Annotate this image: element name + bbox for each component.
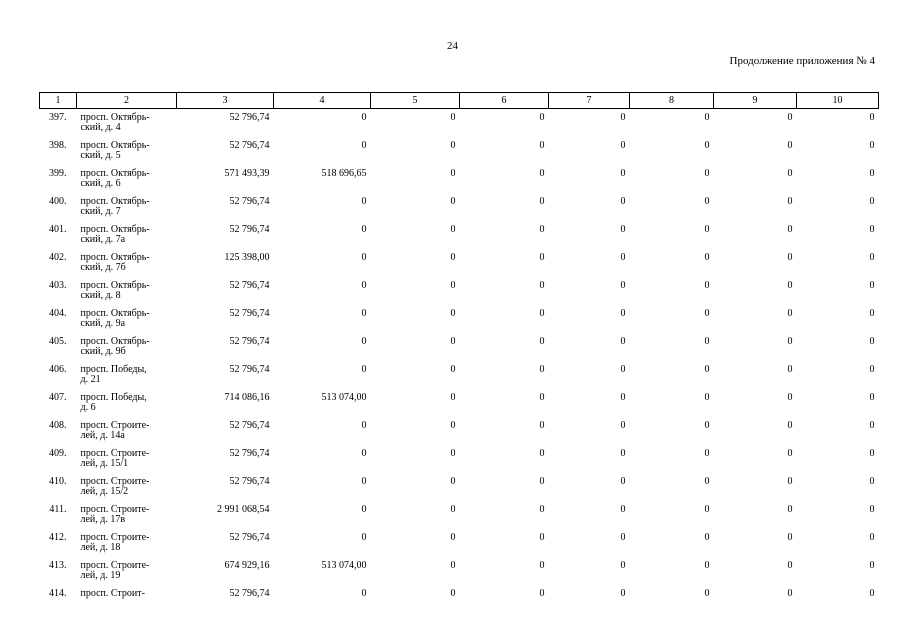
address-cell: [77, 421, 177, 449]
row-number: 408.: [49, 420, 67, 431]
address-cell: [77, 141, 177, 169]
value-cell-c9: 0: [787, 336, 793, 347]
value-cell-c4: 0: [361, 112, 367, 123]
value-cell-c10: 0: [869, 532, 875, 543]
value-cell-c5: 0: [450, 112, 456, 123]
value-cell-c9: 0: [787, 140, 793, 151]
value-cell-c9: 0: [787, 588, 793, 599]
address-line-2: ский, д. 6: [80, 178, 121, 189]
value-cell-c8: 0: [704, 140, 710, 151]
value-cell-c5: 0: [450, 476, 456, 487]
row-number: 404.: [49, 308, 67, 319]
table-row: [40, 449, 879, 477]
address-line-1: просп. Строите-: [80, 504, 150, 515]
value-cell-c9: 0: [787, 532, 793, 543]
value-cell-c5: 0: [450, 532, 456, 543]
column-header: 9: [714, 93, 797, 109]
value-cell-c10: 0: [869, 504, 875, 515]
value-cell-c3: 52 796,74: [229, 196, 270, 207]
table-row: [40, 225, 879, 253]
address-line-1: просп. Октябрь-: [80, 252, 150, 263]
value-cell-c10: 0: [869, 252, 875, 263]
table-row: [40, 309, 879, 337]
value-cell-c6: 0: [539, 420, 545, 431]
value-cell-c10: 0: [869, 280, 875, 291]
address-line-1: просп. Октябрь-: [80, 308, 150, 319]
value-cell-c3: 52 796,74: [229, 112, 270, 123]
value-cell-c9: 0: [787, 504, 793, 515]
address-cell: [77, 533, 177, 561]
row-number: 402.: [49, 252, 67, 263]
value-cell-c3: 571 493,39: [224, 168, 270, 179]
column-header: 1: [40, 93, 77, 109]
row-number: 398.: [49, 140, 67, 151]
address-line-2: ский, д. 8: [80, 290, 121, 301]
value-cell-c4: 0: [361, 336, 367, 347]
column-header: 8: [630, 93, 714, 109]
value-cell-c8: 0: [704, 224, 710, 235]
value-cell-c3: 714 086,16: [224, 392, 270, 403]
value-cell-c4: 0: [361, 364, 367, 375]
page-number: 24: [447, 40, 458, 52]
value-cell-c3: 52 796,74: [229, 364, 270, 375]
row-number: 397.: [49, 112, 67, 123]
table-row: [40, 253, 879, 281]
value-cell-c9: 0: [787, 308, 793, 319]
value-cell-c4: 0: [361, 588, 367, 599]
row-number: 410.: [49, 476, 67, 487]
value-cell-c3: 52 796,74: [229, 588, 270, 599]
value-cell-c5: 0: [450, 252, 456, 263]
value-cell-c7: 0: [620, 280, 626, 291]
address-line-1: просп. Октябрь-: [80, 140, 150, 151]
column-header: 2: [77, 93, 177, 109]
value-cell-c5: 0: [450, 420, 456, 431]
value-cell-c6: 0: [539, 140, 545, 151]
value-cell-c10: 0: [869, 392, 875, 403]
table-row: [40, 197, 879, 225]
value-cell-c3: 52 796,74: [229, 336, 270, 347]
table-row: [40, 141, 879, 169]
table-row: [40, 365, 879, 393]
row-number: 405.: [49, 336, 67, 347]
value-cell-c7: 0: [620, 308, 626, 319]
address-line-1: просп. Строите-: [80, 476, 150, 487]
value-cell-c8: 0: [704, 112, 710, 123]
address-line-1: просп. Октябрь-: [80, 112, 150, 123]
data-table: [39, 92, 879, 617]
value-cell-c8: 0: [704, 336, 710, 347]
value-cell-c7: 0: [620, 448, 626, 459]
value-cell-c8: 0: [704, 420, 710, 431]
address-line-2: лей, д. 17в: [80, 514, 126, 525]
value-cell-c5: 0: [450, 224, 456, 235]
value-cell-c7: 0: [620, 420, 626, 431]
value-cell-c4: 0: [361, 280, 367, 291]
value-cell-c3: 52 796,74: [229, 532, 270, 543]
value-cell-c7: 0: [620, 140, 626, 151]
value-cell-c9: 0: [787, 196, 793, 207]
row-number: 411.: [49, 504, 67, 515]
address-line-2: ский, д. 7: [80, 206, 121, 217]
value-cell-c5: 0: [450, 560, 456, 571]
address-line-1: просп. Строите-: [80, 448, 150, 459]
value-cell-c4: 0: [361, 420, 367, 431]
value-cell-c6: 0: [539, 280, 545, 291]
column-header: 4: [274, 93, 371, 109]
value-cell-c6: 0: [539, 532, 545, 543]
address-line-1: просп. Октябрь-: [80, 280, 150, 291]
row-number: 412.: [49, 532, 67, 543]
value-cell-c10: 0: [869, 140, 875, 151]
value-cell-c3: 52 796,74: [229, 476, 270, 487]
row-number: 400.: [49, 196, 67, 207]
value-cell-c7: 0: [620, 364, 626, 375]
table-row: [40, 393, 879, 421]
value-cell-c4: 0: [361, 140, 367, 151]
address-cell: [77, 225, 177, 253]
address-line-1: просп. Октябрь-: [80, 168, 150, 179]
value-cell-c4: 0: [361, 252, 367, 263]
value-cell-c4: 518 696,65: [321, 168, 367, 179]
value-cell-c10: 0: [869, 336, 875, 347]
value-cell-c9: 0: [787, 112, 793, 123]
address-cell: [77, 477, 177, 505]
value-cell-c7: 0: [620, 504, 626, 515]
address-line-2: лей, д. 15/1: [80, 458, 129, 469]
value-cell-c9: 0: [787, 224, 793, 235]
row-number: 409.: [49, 448, 67, 459]
value-cell-c9: 0: [787, 364, 793, 375]
value-cell-c6: 0: [539, 336, 545, 347]
address-line-1: просп. Строите-: [80, 420, 150, 431]
value-cell-c10: 0: [869, 224, 875, 235]
value-cell-c3: 52 796,74: [229, 448, 270, 459]
row-number: 401.: [49, 224, 67, 235]
value-cell-c8: 0: [704, 560, 710, 571]
value-cell-c7: 0: [620, 532, 626, 543]
value-cell-c3: 2 991 068,54: [217, 504, 270, 515]
value-cell-c3: 125 398,00: [224, 252, 270, 263]
table-row: [40, 281, 879, 309]
table-row: [40, 421, 879, 449]
value-cell-c7: 0: [620, 588, 626, 599]
value-cell-c7: 0: [620, 224, 626, 235]
value-cell-c10: 0: [869, 448, 875, 459]
address-line-2: д. 21: [80, 374, 101, 385]
table-row: [40, 169, 879, 197]
value-cell-c10: 0: [869, 476, 875, 487]
value-cell-c6: 0: [539, 224, 545, 235]
value-cell-c4: 513 074,00: [321, 392, 367, 403]
value-cell-c10: 0: [869, 420, 875, 431]
value-cell-c5: 0: [450, 364, 456, 375]
table-row: [40, 109, 879, 142]
address-line-2: ский, д. 9а: [80, 318, 126, 329]
address-line-2: ский, д. 9б: [80, 346, 126, 357]
value-cell-c8: 0: [704, 308, 710, 319]
value-cell-c3: 52 796,74: [229, 224, 270, 235]
value-cell-c5: 0: [450, 140, 456, 151]
value-cell-c6: 0: [539, 392, 545, 403]
row-number: 414.: [49, 588, 67, 599]
address-line-1: просп. Строит-: [80, 588, 145, 599]
value-cell-c7: 0: [620, 560, 626, 571]
address-line-2: д. 6: [80, 402, 96, 413]
value-cell-c4: 0: [361, 308, 367, 319]
value-cell-c10: 0: [869, 168, 875, 179]
value-cell-c7: 0: [620, 112, 626, 123]
value-cell-c10: 0: [869, 112, 875, 123]
value-cell-c6: 0: [539, 196, 545, 207]
value-cell-c5: 0: [450, 448, 456, 459]
value-cell-c6: 0: [539, 308, 545, 319]
value-cell-c3: 52 796,74: [229, 280, 270, 291]
address-line-2: лей, д. 15/2: [80, 486, 129, 497]
value-cell-c9: 0: [787, 280, 793, 291]
row-number: 403.: [49, 280, 67, 291]
value-cell-c6: 0: [539, 588, 545, 599]
address-line-2: лей, д. 19: [80, 570, 121, 581]
address-cell: [77, 169, 177, 197]
value-cell-c5: 0: [450, 308, 456, 319]
value-cell-c7: 0: [620, 168, 626, 179]
value-cell-c8: 0: [704, 448, 710, 459]
appendix-continuation-note: Продолжение приложения № 4: [729, 55, 875, 67]
value-cell-c10: 0: [869, 588, 875, 599]
value-cell-c4: 0: [361, 476, 367, 487]
address-line-2: лей, д. 18: [80, 542, 121, 553]
value-cell-c8: 0: [704, 476, 710, 487]
value-cell-c6: 0: [539, 476, 545, 487]
table-row: [40, 505, 879, 533]
value-cell-c3: 52 796,74: [229, 308, 270, 319]
value-cell-c5: 0: [450, 196, 456, 207]
address-cell: [77, 109, 177, 142]
value-cell-c5: 0: [450, 168, 456, 179]
table-row: [40, 561, 879, 589]
row-number: 413.: [49, 560, 67, 571]
table-body: [40, 109, 879, 618]
value-cell-c6: 0: [539, 560, 545, 571]
table-row: [40, 477, 879, 505]
row-number: 399.: [49, 168, 67, 179]
address-cell: [77, 337, 177, 365]
value-cell-c6: 0: [539, 168, 545, 179]
value-cell-c6: 0: [539, 448, 545, 459]
value-cell-c5: 0: [450, 504, 456, 515]
value-cell-c9: 0: [787, 476, 793, 487]
value-cell-c8: 0: [704, 168, 710, 179]
value-cell-c3: 52 796,74: [229, 140, 270, 151]
address-line-2: ский, д. 5: [80, 150, 121, 161]
address-line-2: ский, д. 7б: [80, 262, 126, 273]
value-cell-c8: 0: [704, 588, 710, 599]
value-cell-c8: 0: [704, 196, 710, 207]
address-cell: [77, 561, 177, 589]
address-line-1: просп. Октябрь-: [80, 196, 150, 207]
value-cell-c3: 52 796,74: [229, 420, 270, 431]
value-cell-c9: 0: [787, 420, 793, 431]
value-cell-c9: 0: [787, 252, 793, 263]
table-row: [40, 337, 879, 365]
column-header: 5: [371, 93, 460, 109]
value-cell-c4: 0: [361, 532, 367, 543]
address-line-1: просп. Октябрь-: [80, 336, 150, 347]
address-cell: [77, 309, 177, 337]
value-cell-c9: 0: [787, 392, 793, 403]
value-cell-c7: 0: [620, 196, 626, 207]
address-cell: [77, 197, 177, 225]
table-row: [40, 589, 879, 617]
value-cell-c7: 0: [620, 392, 626, 403]
value-cell-c10: 0: [869, 196, 875, 207]
value-cell-c6: 0: [539, 112, 545, 123]
address-cell: [77, 589, 177, 617]
address-line-1: просп. Победы,: [80, 364, 147, 375]
address-cell: [77, 365, 177, 393]
address-cell: [77, 253, 177, 281]
value-cell-c7: 0: [620, 252, 626, 263]
value-cell-c6: 0: [539, 252, 545, 263]
table-row: [40, 533, 879, 561]
column-header: 6: [460, 93, 549, 109]
address-line-1: просп. Строите-: [80, 532, 150, 543]
address-cell: [77, 505, 177, 533]
value-cell-c8: 0: [704, 532, 710, 543]
address-line-1: просп. Строите-: [80, 560, 150, 571]
value-cell-c8: 0: [704, 280, 710, 291]
column-header: 7: [549, 93, 630, 109]
value-cell-c4: 0: [361, 224, 367, 235]
row-number: 407.: [49, 392, 67, 403]
value-cell-c3: 674 929,16: [224, 560, 270, 571]
value-cell-c4: 0: [361, 504, 367, 515]
column-header: 10: [797, 93, 879, 109]
address-line-2: лей, д. 14а: [80, 430, 125, 441]
value-cell-c5: 0: [450, 588, 456, 599]
address-cell: [77, 393, 177, 421]
value-cell-c8: 0: [704, 392, 710, 403]
value-cell-c5: 0: [450, 280, 456, 291]
value-cell-c7: 0: [620, 476, 626, 487]
value-cell-c10: 0: [869, 560, 875, 571]
value-cell-c6: 0: [539, 504, 545, 515]
address-line-2: ский, д. 7а: [80, 234, 126, 245]
address-line-1: просп. Октябрь-: [80, 224, 150, 235]
value-cell-c6: 0: [539, 364, 545, 375]
address-cell: [77, 449, 177, 477]
value-cell-c5: 0: [450, 392, 456, 403]
table-header-row: [40, 93, 879, 109]
value-cell-c9: 0: [787, 560, 793, 571]
value-cell-c10: 0: [869, 308, 875, 319]
value-cell-c8: 0: [704, 504, 710, 515]
value-cell-c5: 0: [450, 336, 456, 347]
value-cell-c10: 0: [869, 364, 875, 375]
value-cell-c4: 0: [361, 196, 367, 207]
address-cell: [77, 281, 177, 309]
value-cell-c4: 513 074,00: [321, 560, 367, 571]
address-line-1: просп. Победы,: [80, 392, 147, 403]
value-cell-c8: 0: [704, 364, 710, 375]
value-cell-c9: 0: [787, 448, 793, 459]
value-cell-c7: 0: [620, 336, 626, 347]
column-header: 3: [177, 93, 274, 109]
value-cell-c9: 0: [787, 168, 793, 179]
address-line-2: ский, д. 4: [80, 122, 121, 133]
value-cell-c4: 0: [361, 448, 367, 459]
value-cell-c8: 0: [704, 252, 710, 263]
row-number: 406.: [49, 364, 67, 375]
